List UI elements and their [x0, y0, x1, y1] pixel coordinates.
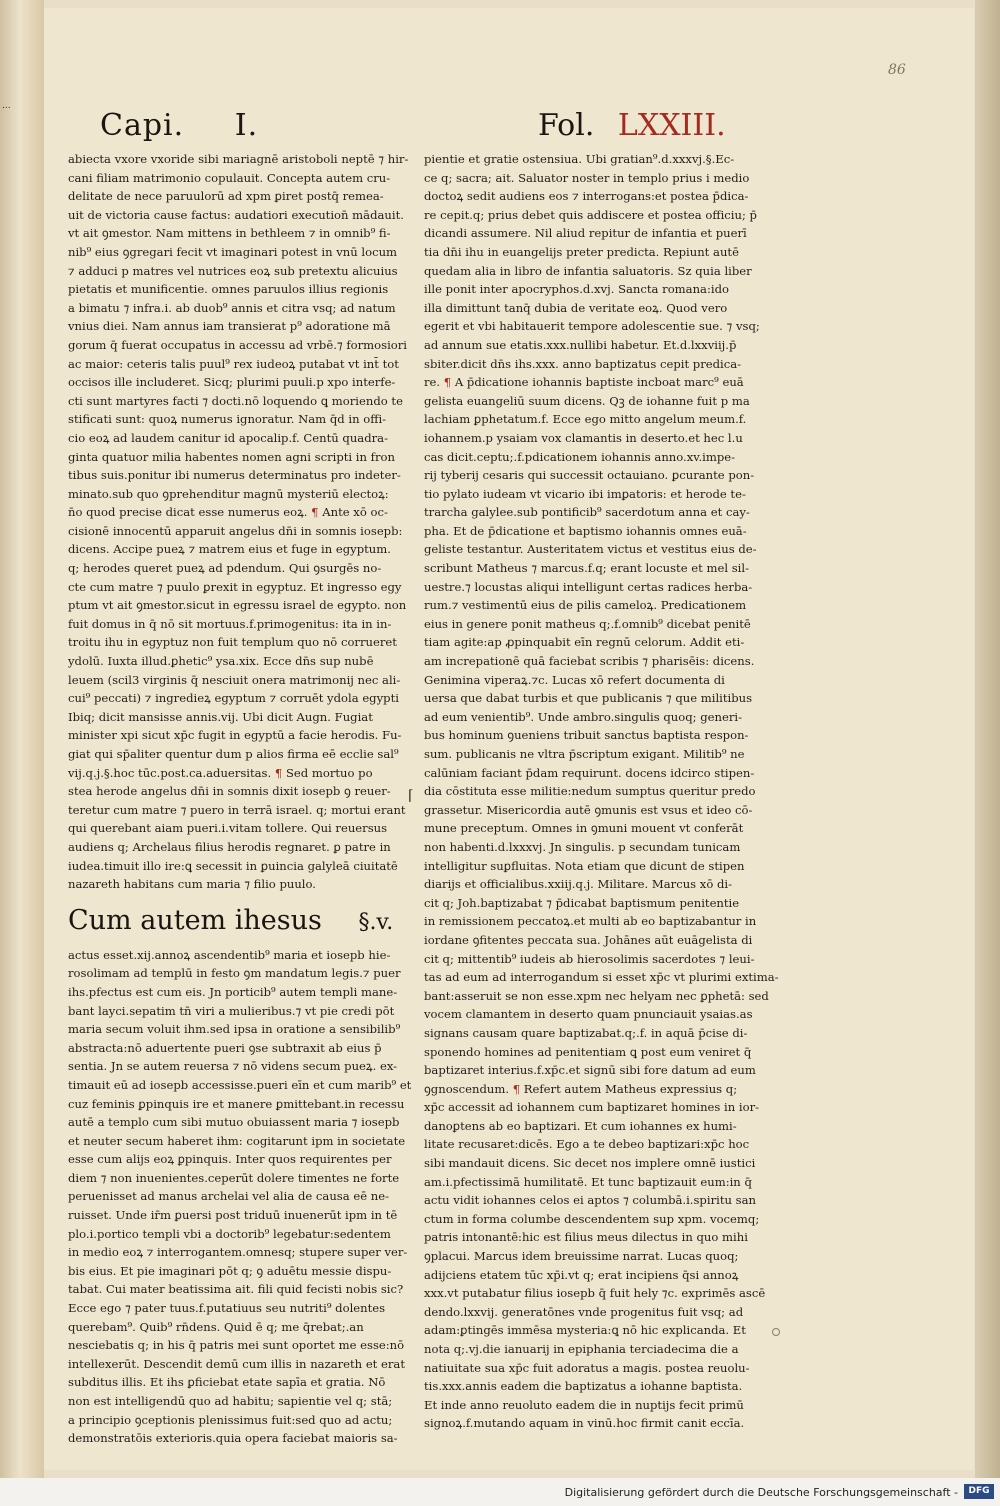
text-line: sentia. Jn se autem reuersa ⁊ nō videns secum pueꝝ. ex-	[68, 1059, 398, 1074]
text-line: subditus illis. Et ihs ꝑficiebat etate sapīa et gratia. Nō	[68, 1375, 386, 1390]
text-line: tas ad eum ad interrogandum si esset xp̄c vt plurimi extima-	[424, 970, 779, 985]
section-heading-ref: §.v.	[358, 909, 394, 935]
text-line: plo.i.portico templi vbi a doctorib⁹ legebatur:sedentem	[68, 1226, 391, 1241]
text-line: cio eoꝝ ad laudem canitur id apocalip.f. Centū quadra-	[68, 430, 389, 445]
text-line: patris intonantē:hic est filius meus dilectus in quo mihi	[424, 1230, 748, 1245]
text-line: calūniam faciant p̄dam requirunt. docens idcirco stipen-	[424, 765, 755, 780]
text-line: uit de victoria cause factus: audatiori execution̄ mādauit.	[68, 207, 404, 222]
text-line: fuit domus in q̄ nō sit mortuus.f.primogenitus: ita in in-	[68, 616, 392, 631]
binding-fragment: ...	[2, 101, 11, 111]
text-line: signans causam quare baptizabat.q;.f. in aquā p̄cise di-	[424, 1025, 748, 1040]
text-line: cuz feminis ꝑpinquis ire et manere ꝑmittebant.in recessu	[68, 1096, 405, 1111]
text-line: re cepit.q; prius debet quis addiscere et postea officiu; p̄	[424, 207, 757, 222]
text-line: audiens q; Archelaus filius herodis regnaret. ꝑ patre in	[68, 839, 391, 854]
footer-credit: Digitalisierung gefördert durch die Deutsche Forschungsgemeinschaft -	[564, 1486, 958, 1499]
text-line: tiam agite:ap ꝓpinquabit eīn regnū celorum. Addit eti-	[424, 635, 745, 650]
text-line: adam:ꝑtingēs immēsa mysteria:ꝗ nō hic explicanda. Et	[424, 1323, 746, 1338]
text-line: sbiter.dicit dn̄s ihs.xxx. anno baptizatus cepit predica-	[424, 356, 742, 371]
text-line: uestre.⁊ locustas aliqui intelligunt certas radices herba-	[424, 579, 753, 594]
text-line: non est intelligendū quo ad habitu; sapientie vel q; stā;	[68, 1394, 393, 1408]
text-line: ad eum venientib⁹. Unde ambro.singulis quoq; generi-	[424, 709, 743, 724]
text-line: litate recusaret:dicēs. Ego a te debeo baptizari:xp̄c hoc	[424, 1137, 750, 1152]
text-line: natiuitate sua xp̄c fuit adoratus a magis. postea reuolu-	[424, 1360, 750, 1375]
text-line: tibus suis.ponitur ibi numerus determinatus pro indeter-	[68, 468, 401, 483]
text-line: ctum in forma columbe descendentem sup xpm. vocemq;	[424, 1211, 760, 1226]
text-line: cui⁹ peccati) ⁊ ingredieꝝ egyptum ⁊ corruēt ydola egypti	[68, 691, 399, 706]
text-line: ⁊ adduci p matres vel nutrices eoꝝ sub pretextu alicuius	[68, 263, 398, 278]
text-line: ginta quatuor milia habentes nomen agni scripti in fron	[68, 449, 395, 464]
text-line: n̄o quod precise dicat esse numerus eoꝝ. ¶ Ante xō oc-	[68, 505, 388, 520]
text-line: quedam alia in libro de infantia saluatoris. Sz quia liber	[424, 263, 752, 278]
text-line: sponendo homines ad penitentiam ꝗ post eum veniret q̄	[424, 1044, 752, 1059]
text-line: trarcha galylee.sub pontificib⁹ sacerdotum anna et cay-	[424, 505, 750, 520]
text-line: minato.sub quo ꝯprehenditur magnū mysteriū electoꝝ:	[68, 486, 389, 501]
text-line: Ecce ego ⁊ pater tuus.f.putatiuus seu nutriti⁹ dolentes	[68, 1301, 386, 1316]
text-line: mune preceptum. Omnes in ꝯmuni mouent vt conferāt	[424, 821, 744, 836]
text-line: nota q;.vj.die ianuarij in epiphania terciadecima die a	[424, 1342, 739, 1356]
text-line: querebam⁹. Quib⁹ rn̄dens. Quid ē q; me q̄rebat;.an	[68, 1319, 364, 1334]
text-line: ꝯgnoscendum. ¶ Refert autem Matheus expressius q;	[424, 1081, 738, 1096]
text-line: danoꝑtens ab eo baptizari. Et cum iohannes ex humi-	[424, 1118, 737, 1133]
text-line: bant layci.sepatim tn̄ viri a mulieribus.⁊ vt pie credi pōt	[68, 1003, 395, 1018]
text-line: vt ait ꝯmestor. Nam mittens in bethleem ⁊ in omnib⁹ fi-	[68, 226, 391, 241]
text-line: bant:asseruit se non esse.xpm nec helyam nec ꝑphetā: sed	[424, 988, 769, 1003]
text-line: xxx.vt putabatur filius iosepb q̄ fuit hely ⁊c. exprimēs ascē	[424, 1286, 766, 1301]
folio-stamp: 86	[888, 62, 906, 78]
text-line: cisionē innocentū apparuit angelus dn̄i in somnis iosepb:	[68, 523, 403, 538]
text-line: leuem (scil3 virginis q̄ nesciuit onera matrimonij nec ali-	[68, 672, 401, 687]
text-line: vnius diei. Nam annus iam transierat p⁹ adoratione mā	[68, 319, 391, 334]
text-line: rij tyberij cesaris qui successit octauiano. ꝑcurante pon-	[424, 468, 755, 483]
text-line: occisos ille includeret. Sicq; plurimi puuli.p xpo interfe-	[68, 375, 396, 390]
text-line: minister xpi sicut xp̄c fugit in egyptū a facie herodis. Fu-	[68, 728, 402, 743]
text-line: esse cum alijs eoꝝ ꝑpinquis. Inter quos requirentes per	[68, 1152, 392, 1167]
text-line: teretur cum matre ⁊ puero in terrā israel. q; mortui erant	[68, 802, 406, 817]
text-line: delitate de nece paruulorū ad xpm ꝑiret postq̄ remea-	[68, 189, 384, 204]
text-line: cit q; Joh.baptizabat ⁊ p̄dicabat baptismum penitentie	[424, 895, 740, 910]
text-line: lachiam ꝑphetatum.f. Ecce ego mitto angelum meum.f.	[424, 412, 747, 427]
page-fore-edge	[975, 0, 1000, 1478]
text-line: cani filiam matrimonio copulauit. Concepta autem cru-	[68, 170, 391, 185]
text-line: vocem clamantem in deserto quam pnunciauit ysaias.as	[424, 1007, 753, 1022]
text-line: intellexerūt. Descendit demū cum illis in nazareth et erat	[68, 1356, 405, 1371]
running-head-right	[538, 108, 726, 143]
text-line: dendo.lxxvij. generatōnes vnde progenitus fuit vsq; ad	[424, 1304, 744, 1319]
text-line: actu vidit iohannes celos ei aptos ⁊ columbā.i.spiritu san	[424, 1193, 756, 1208]
text-line: dicandi assumere. Nil aliud repitur de infantia et puerī	[424, 226, 747, 241]
text-line: actus esset.xij.annoꝝ ascendentib⁹ maria et iosepb hie-	[68, 947, 391, 962]
text-line: am.i.pfectissimā humilitatē. Et tunc baptizauit eum:in q̄	[424, 1174, 752, 1189]
text-line: pientie et gratie ostensiua. Ubi gratian⁹.d.xxxvj.§.Ec-	[424, 152, 735, 166]
text-line: et neuter secum haberet ihm: cogitarunt ipm in societate	[68, 1133, 406, 1148]
section-heading-text: Cum autem ihesus	[68, 904, 322, 936]
text-line: bus hominum ꝯueniens tribuit sanctus baptista respon-	[424, 728, 749, 743]
text-line: in medio eoꝝ ⁊ interrogantem.omnesq; stupere super ver-	[68, 1245, 408, 1260]
running-head-left-numeral: I.	[234, 108, 259, 143]
text-line: sum. publicanis ne vltra p̄scriptum exigant. Militib⁹ ne	[424, 747, 745, 761]
text-line: scribunt Matheus ⁊ marcus.f.q; erant locuste et mel sil-	[424, 561, 749, 576]
text-line: ille ponit inter apocryphos.d.xvj. Sancta romana:ido	[424, 282, 729, 297]
left-column	[68, 150, 412, 1446]
text-line: Ibiq; dicit mansisse annis.vij. Ubi dicit Augn. Fugiat	[68, 709, 373, 724]
text-line: ruisset. Unde ir̄m ꝑuersi post triduū inuenerūt ipm in tē	[68, 1208, 398, 1223]
text-line: diarijs et officialibus.xxiij.q.j. Militare. Marcus xō di-	[424, 877, 733, 892]
text-line: eius in genere ponit matheus q;.f.omnib⁹ dicebat penitē	[424, 616, 751, 631]
text-line: a principio ꝯceptionis plenissimus fuit:sed quo ad actu;	[68, 1412, 393, 1427]
text-line: tis.xxx.annis eadem die baptizatus a iohanne baptista.	[424, 1379, 743, 1394]
margin-bracket-icon: ⌈	[408, 788, 414, 804]
text-line: grassetur. Misericordia autē ꝯmunis est vsus et ideo cō-	[424, 802, 753, 817]
left-column-after	[68, 946, 412, 1448]
text-line: cte cum matre ⁊ puulo ꝑrexit in egyptuz. Et ingresso egy	[68, 579, 402, 594]
running-head-left	[100, 108, 258, 143]
text-line: gelista euangeliū suum dicens. Qꝫ de iohanne fuit p ma	[424, 393, 750, 408]
text-line: tabat. Cui mater beatissima ait. fili quid fecisti nobis sic?	[68, 1282, 404, 1297]
text-line: tio pylato iudeam vt vicario ibi imꝑatoris: et herode te-	[424, 486, 746, 501]
text-line: abstracta:nō aduertente pueri ꝯse subtraxit ab eius p̄	[68, 1040, 382, 1055]
text-line: peruenisset ad manus archelai vel alia de causa eē ne-	[68, 1189, 389, 1204]
footer-bar	[0, 1478, 1000, 1506]
text-line: geliste testantur. Austeritatem victus et vestitus eius de-	[424, 542, 757, 557]
text-line: iudea.timuit illo ire:ꝗ secessit in ꝑuincia galyleā ciuitatē	[68, 858, 398, 873]
text-line: nesciebatis q; in his q̄ patris mei sunt oportet me esse:nō	[68, 1338, 405, 1353]
text-line: ydolū. Iuxta illud.ꝑhetic⁹ ysa.xix. Ecce dn̄s sup nubē	[68, 654, 374, 669]
text-line: non habenti.d.lxxxvj. Jn singulis. p secundam tunicam	[424, 839, 741, 854]
text-line: demonstratōis exterioris.quia opera faciebat maioris sa-	[68, 1431, 398, 1446]
text-line: pha. Et de p̄dicatione et baptismo iohannis omnes euā-	[424, 523, 747, 538]
text-line: stificati sunt: quoꝝ numerus ignoratur. Nam q̄d in offi-	[68, 412, 387, 427]
text-line: autē a templo cum sibi mutuo obuiassent maria ⁊ iosepb	[68, 1115, 400, 1130]
text-line: qui querebant aiam pueri.i.vitam tollere. Qui reuersus	[68, 821, 388, 836]
text-line: pietatis et munificentie. omnes paruulos illius regionis	[68, 282, 389, 297]
text-line: vij.q.j.§.hoc tūc.post.ca.aduersitas. ¶ Sed mortuo po	[68, 765, 373, 780]
text-line: stea herode angelus dn̄i in somnis dixit iosepb ꝯ reuer-	[68, 784, 391, 799]
text-line: timauit eū ad iosepb accessisse.pueri eīn et cum marib⁹ et	[68, 1077, 412, 1092]
text-line: ac maior: ceteris talis puul⁹ rex iudeoꝝ putabat vt int̄ tot	[68, 356, 399, 371]
section-heading	[68, 898, 394, 944]
text-line: maria secum voluit ihm.sed ipsa in oratione a sensibilib⁹	[68, 1022, 401, 1037]
text-line: illa dimittunt tanq̄ dubia de veritate eoꝝ. Quod vero	[424, 300, 728, 315]
text-line: xp̄c accessit ad iohannem cum baptizaret homines in ior-	[424, 1100, 760, 1115]
right-column	[424, 150, 779, 1431]
text-line: dicens. Accipe pueꝝ ⁊ matrem eius et fuge in egyptum.	[68, 542, 391, 557]
text-line: troitu ihu in egyptuz non fuit templum quo nō corrueret	[68, 635, 397, 650]
text-line: ꝯplacui. Marcus idem breuissime narrat. Lucas quoq;	[424, 1249, 739, 1264]
text-line: giat qui sp̄aliter quentur dum p alios firma eē ecclie sal⁹	[68, 747, 399, 761]
text-line: in remissionem peccatoꝝ.et multi ab eo baptizabantur in	[424, 914, 757, 929]
text-line: Genimina viperaꝝ.⁊c. Lucas xō refert documenta di	[424, 672, 725, 687]
text-line: intelligitur suꝑfluitas. Nota etiam que dicunt de stipen	[424, 858, 745, 873]
text-line: bis eius. Et pie imaginari pōt q; ꝯ aduētu messie dispu-	[68, 1263, 392, 1278]
text-line: a bimatu ⁊ infra.i. ab duob⁹ annis et citra vsq; ad natum	[68, 300, 396, 315]
dfg-logo-icon: DFG	[964, 1484, 994, 1499]
text-line: signoꝝ.f.mutando aquam in vinū.hoc firmit canit eccīa.	[424, 1416, 745, 1431]
text-line: cit q; mittentib⁹ iudeis ab hierosolimis sacerdotes ⁊ leui-	[424, 951, 755, 966]
text-line: tia dn̄i ihu in euangelijs preter predicta. Repiunt autē	[424, 244, 739, 259]
right-column-lines	[424, 150, 779, 1433]
text-line: ce q; sacra; ait. Saluator noster in templo prius i medio	[424, 170, 750, 185]
text-line: ad annum sue etatis.xxx.nullibi habetur. Et.d.lxxviij.p̄	[424, 337, 737, 352]
paper-hole-icon	[772, 1328, 780, 1336]
text-line: ihs.pfectus est cum eis. Jn porticib⁹ autem templi mane-	[68, 984, 398, 999]
text-line: doctoꝝ sedit audiens eos ⁊ interrogans:et postea p̄dica-	[424, 189, 749, 204]
text-line: sibi mandauit dicens. Sic decet nos implere omnē iustici	[424, 1156, 756, 1171]
text-line: abiecta vxore vxoride sibi mariagnē aristoboli neptē ⁊ hir-	[68, 152, 409, 166]
left-column-before	[68, 150, 409, 894]
text-line: iordane ꝯfitentes peccata sua. Johānes aūt euāgelista di	[424, 932, 753, 947]
text-line: q; herodes queret pueꝝ ad pdendum. Qui ꝯsurgēs no-	[68, 561, 382, 576]
text-line: gorum q̄ fuerat occupatus in accessu ad vrbē.⁊ formosiori	[68, 337, 408, 352]
binding-edge	[0, 0, 44, 1478]
text-line: iohannem.p ysaiam vox clamantis in deserto.et hec l.u	[424, 430, 743, 445]
text-line: dia cōstituta esse militie:nedum sumptus queritur predo	[424, 784, 756, 799]
text-line: Et inde anno reuoluto eadem die in nuptijs fecit primū	[424, 1397, 744, 1412]
running-head-right-numeral: LXXIII.	[617, 108, 726, 143]
text-line: nib⁹ eius ꝯgregari fecit vt imaginari potest in vnū locum	[68, 244, 398, 259]
text-line: cas dicit.ceptu;.f.pdicationem iohannis anno.xv.impe-	[424, 449, 736, 464]
running-head-left-prefix: Capi.	[100, 108, 185, 143]
text-line: diem ⁊ non inuenientes.ceperūt dolere timentes ne forte	[68, 1170, 400, 1185]
text-line: re. ¶ A p̄dicatione iohannis baptiste incboat marc⁹ euā	[424, 375, 744, 390]
text-line: egerit et vbi habitauerit tempore adolescentie sue. ⁊ vsq;	[424, 319, 760, 334]
text-line: baptizaret interius.f.xp̄c.et signū sibi fore datum ad eum	[424, 1063, 756, 1078]
text-line: nazareth habitans cum maria ⁊ filio puulo.	[68, 877, 316, 892]
text-line: ptum vt ait ꝯmestor.sicut in egressu israel de egypto. non	[68, 598, 407, 613]
text-line: cti sunt martyres facti ⁊ docti.nō loquendo ꝗ moriendo te	[68, 393, 403, 408]
text-line: adijciens etatem tūc xp̄i.vt q; erat incipiens q̄si annoꝝ	[424, 1267, 739, 1282]
text-line: am increpationē quā faciebat scribis ⁊ pharisēis: dicens.	[424, 654, 755, 669]
text-line: uersa que dabat turbis et que publicanis ⁊ que militibus	[424, 691, 753, 706]
text-line: rum.⁊ vestimentū eius de pilis cameloꝝ. Predicationem	[424, 598, 747, 613]
text-line: rosolimam ad templū in festo ꝯm mandatum legis.⁊ puer	[68, 966, 401, 981]
running-head-right-prefix: Fol.	[538, 108, 595, 143]
